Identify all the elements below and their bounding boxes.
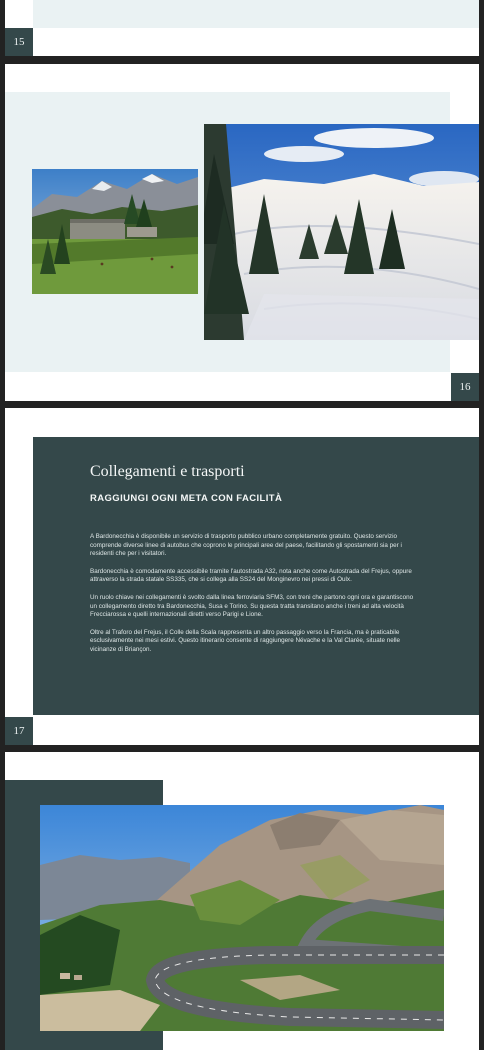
page-18 xyxy=(5,752,479,1050)
page-15 xyxy=(5,0,479,56)
page-16 xyxy=(5,64,479,401)
page-number: 17 xyxy=(5,717,33,745)
fort-mountain-photo xyxy=(32,169,198,294)
snowy-forest-photo xyxy=(204,124,479,340)
paragraph: Oltre al Traforo del Frejus, il Colle della Scala rappresenta un altro passaggio verso la Francia, ma è praticabile esclusivamente nei mesi estivi. Questo itinerario consente di raggiungere Névache e la Val Clarée, situate nelle vicinanze di Briançon. xyxy=(90,628,400,653)
page-tint-block xyxy=(33,0,479,28)
paragraph: Bardonecchia è comodamente accessibile tramite l'autostrada A32, nota anche come Autostrada del Frejus, oppure attraverso la strada statale SS335, che si collega alla SS24 del Monginevro nei pressi di Oulx. xyxy=(90,567,412,584)
paragraph: Un ruolo chiave nei collegamenti è svolto dalla linea ferroviaria SFM3, con treni che partono ogni ora e garantiscono un collegamento diretto tra Bardonecchia, Susa e Torino. Su questa tratta transitano anche i treni ad alta velocità Frecciarossa e quelli internazionali diretti verso Parigi e Lione. xyxy=(90,593,414,619)
page-17 xyxy=(5,408,479,745)
page-number: 16 xyxy=(451,373,479,401)
page-number: 15 xyxy=(5,28,33,56)
paragraph: A Bardonecchia è disponibile un servizio di trasporto pubblico urbano completamente gratuito. Questo servizio comprende diverse linee di autobus che coprono le principali aree del paese, facilitando gli spostamenti sia per i residenti che per i visitatori. xyxy=(90,533,402,558)
section-title: Collegamenti e trasporti xyxy=(90,463,245,480)
section-body xyxy=(90,533,420,664)
section-subtitle: RAGGIUNGI OGNI META CON FACILITÀ xyxy=(90,493,283,504)
mountain-road-photo xyxy=(40,805,444,1031)
transport-text-panel xyxy=(33,437,479,715)
